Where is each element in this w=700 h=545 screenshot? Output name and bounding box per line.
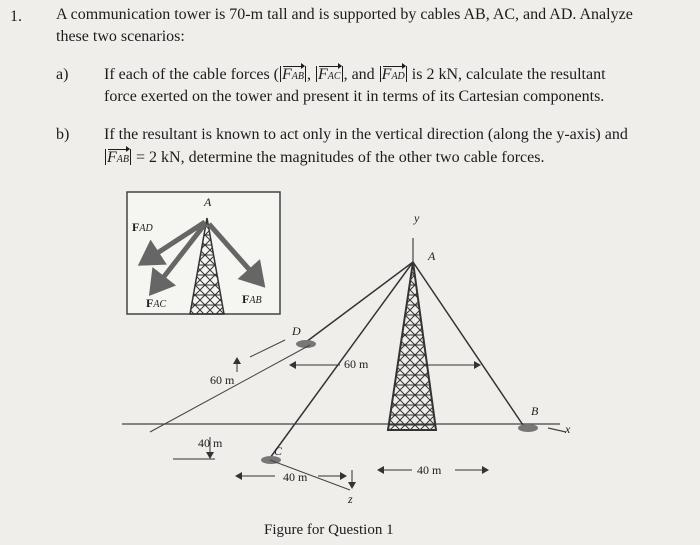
dim-label-60-right: 60 m [344,357,369,371]
inset-label-F-AC [146,296,166,311]
label-x: x [565,422,571,436]
inset-label-F-AB [242,292,262,307]
dim-label-60-left: 60 m [210,373,235,387]
x-axis [548,428,566,432]
cable-AD [306,262,413,342]
label-z: z [348,492,353,506]
F-symbol: F [282,66,292,83]
subscript-AD: AD [139,223,153,234]
part-b-label: b) [56,126,70,143]
F-symbol: F [107,149,117,166]
F-symbol: F [242,292,250,306]
part-b-line1: If the resultant is known to act only in the vertical direction (along the y-axis) and [104,126,628,143]
label-A: A [428,249,436,263]
label-C: C [274,444,283,458]
F-symbol: F [318,66,328,83]
label-B: B [531,404,539,418]
part-b-text-post: = 2 kN, determine the magnitudes of the other two cable forces. [132,149,545,166]
dim-label-40-bottom: 40 m [283,470,308,484]
inset-label-A: A [204,195,212,209]
subscript-AC: AC [327,71,341,82]
dim-label-40-right: 40 m [417,463,442,477]
dim-label-40-left: 40 m [198,436,223,450]
comma: , [307,66,311,83]
label-D: D [292,324,301,338]
anchor-B [518,424,538,432]
figure-caption: Figure for Question 1 [264,522,394,538]
subscript-AC: AC [153,299,167,310]
F-symbol: F [146,296,154,310]
comma: , [343,66,348,83]
question-intro-line1: A communication tower is 70-m tall and is supported by cables AB, AC, and AD. Analyze [56,6,633,23]
subscript-AB: AB [291,71,304,82]
part-a-label: a) [56,66,69,83]
subscript-AD: AD [391,71,405,82]
part-a-text-pre: If each of the cable forces ( [104,66,279,83]
question-number: 1. [10,8,22,25]
question-intro-line2: these two scenarios: [56,28,185,45]
label-y: y [414,211,420,225]
subscript-AB: AB [249,295,262,306]
and-word: and [351,66,375,83]
subscript-AB: AB [116,154,129,165]
F-symbol: F [132,220,140,234]
F-symbol: F [381,66,392,83]
ground-diagonal [150,345,310,432]
part-a-line2: force exerted on the tower and present it in terms of its Cartesian components. [104,88,605,105]
inset-label-F-AD [132,220,153,235]
part-a-text-post: is 2 kN, calculate the resultant [407,66,606,83]
